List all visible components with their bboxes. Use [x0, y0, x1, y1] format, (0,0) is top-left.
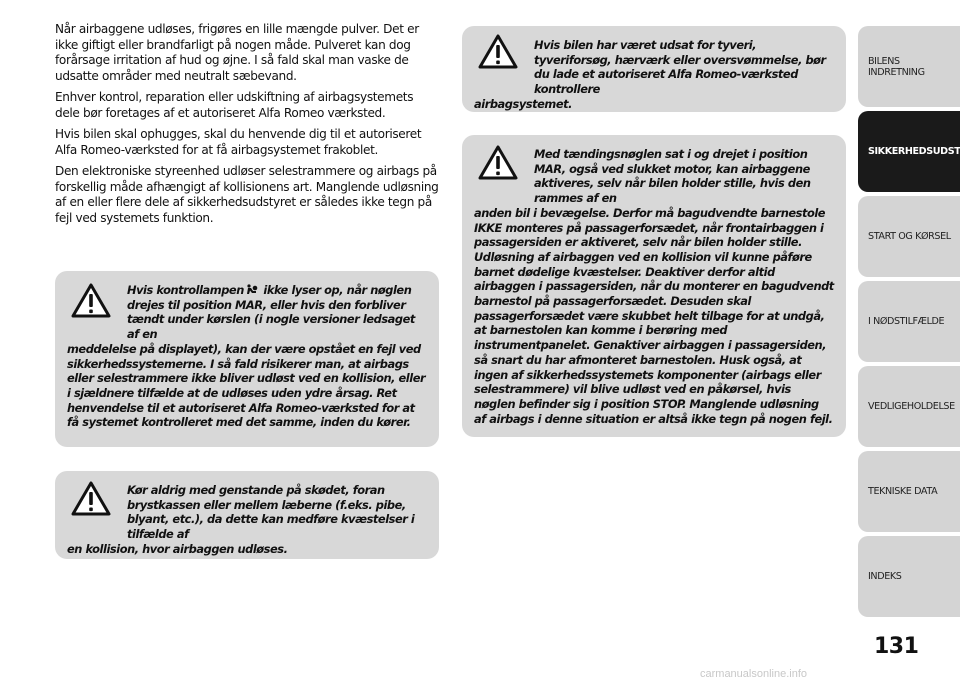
tab-i-nodstilfaelde[interactable] — [858, 281, 960, 362]
tab-bilens-indretning[interactable] — [858, 26, 960, 107]
tab-vedligeholdelse[interactable] — [858, 366, 960, 447]
warning-triangle-icon — [478, 145, 518, 181]
paragraph-control-unit: Den elektroniske styreenhed udløser selestrammere og airbags på forskellig måde afhængigt af kollisionens art. Manglende udløsning af en eller flere dele af sikkerhedsudstyret er således ikke tegn på fejl ved systemets funktion. — [55, 164, 439, 225]
warning-box-child-seat — [462, 135, 846, 437]
warning-body: en kollision, hvor airbaggen udløses. — [67, 541, 288, 556]
paragraph-scrapping: Hvis bilen skal ophugges, skal du henvende dig til et autoriseret Alfa Romeo-værksted for at få airbagsystemet frakoblet. — [55, 127, 422, 157]
warning-lead: Med tændingsnøglen sat i og drejet i position MAR, også ved slukket motor, kan airbaggene aktiveres, selv når bilen holder stille, hvis den rammes af en — [534, 147, 811, 206]
page-number: 131 — [874, 634, 919, 659]
tab-start-og-korsel[interactable] — [858, 196, 960, 277]
warning-box-objects-on-lap — [55, 471, 439, 559]
warning-lead-end: ikke lyser op, når nøglen drejes til position MAR, eller hvis den forbliver tændt under kørslen (i nogle versioner ledsaget af en — [127, 283, 415, 342]
warning-triangle-icon — [71, 283, 111, 319]
tab-sikkerhedsudstyr[interactable] — [858, 111, 974, 192]
tab-label: TEKNISKE DATA — [868, 486, 938, 497]
watermark: carmanualsonline.info — [700, 668, 808, 680]
warning-text — [474, 147, 834, 426]
warning-lead: Kør aldrig med genstande på skødet, foran brystkassen eller mellem læberne (f.eks. pibe, blyant, etc.), da dette kan medføre kvæstelser i tilfælde af — [127, 483, 415, 542]
airbag-warning-lamp-icon — [246, 284, 258, 295]
paragraph-airbag-powder: Når airbaggene udløses, frigøres en lille mængde pulver. Det er ikke giftigt eller brandfarligt på nogen måde. Pulveret kan dog forårsage irritation af hud og øjne. I så fald skal man vaske de udsatte områder med neutralt sæbevand. — [55, 22, 419, 83]
warning-lead — [67, 283, 427, 342]
warning-lead-start: Hvis kontrollampen — [127, 283, 244, 297]
warning-box-warning-lamp — [55, 271, 439, 447]
warning-body: airbagsystemet. — [474, 96, 572, 111]
tab-label: I NØDSTILFÆLDE — [868, 316, 945, 327]
paragraph-service: Enhver kontrol, reparation eller udskiftning af airbagsystemets dele bør foretages af et autoriseret Alfa Romeo værksted. — [55, 90, 414, 120]
tab-label: INDEKS — [868, 571, 902, 582]
tab-label: SIKKERHEDSUDSTYR — [868, 146, 974, 157]
warning-box-theft — [462, 26, 846, 112]
tab-label: START OG KØRSEL — [868, 231, 951, 242]
warning-lead: Hvis bilen har været udsat for tyveri, tyveriforsøg, hærværk eller oversvømmelse, bør du lade et autoriseret Alfa Romeo-værksted kontrollere — [534, 38, 826, 97]
body-text-column — [55, 22, 440, 232]
warning-text — [474, 38, 834, 112]
tab-tekniske-data[interactable] — [858, 451, 960, 532]
warning-body: anden bil i bevægelse. Derfor må bagudvendte barnestole IKKE monteres på passagerforsædet, når frontairbaggen i passagersiden er aktiveret, selv når bilen holder stille. Udløsning af airbaggen ved en kollision vil kunne påføre barnet dødelige kvæstelser. Deaktiver derfor altid airbaggen i passagersiden, når du monterer en bagudvendt barnestol på passagerforsædet. Desuden skal passagerforsædet være skubbet helt tilbage for at undgå, at barnestolen kan komme i berøring med instrumentpanelet. Genaktiver airbaggen i passagersiden, så snart du har afmonteret barnestolen. Husk også, at ingen af sikkerhedssystemets komponenter (airbags eller selestrammere) vil blive udløst ved en påkørsel, hvis nøglen befinder sig i position STOP. Manglende udløsning af airbags i denne situation er altså ikke tegn på nogen fejl. — [474, 205, 834, 426]
tab-label: BILENS INDRETNING — [868, 55, 925, 78]
warning-text — [67, 483, 427, 557]
section-tabs — [858, 26, 974, 621]
tab-label: VEDLIGEHOLDELSE — [868, 401, 955, 412]
warning-body: meddelelse på displayet), kan der være opstået en fejl ved sikkerhedssystemerne. I så fald risikerer man, at airbags eller selestrammere ikke bliver udløst ved en kollision, eller i sjældnere tilfælde at de udløses uden ydre årsag. Ret henvendelse til et autoriseret Alfa Romeo-værksted for at få systemet kontrolleret med det samme, inden du kører. — [67, 341, 426, 430]
warning-triangle-icon — [71, 481, 111, 517]
tab-indeks[interactable] — [858, 536, 960, 617]
warning-text — [67, 283, 427, 430]
warning-triangle-icon — [478, 34, 518, 70]
